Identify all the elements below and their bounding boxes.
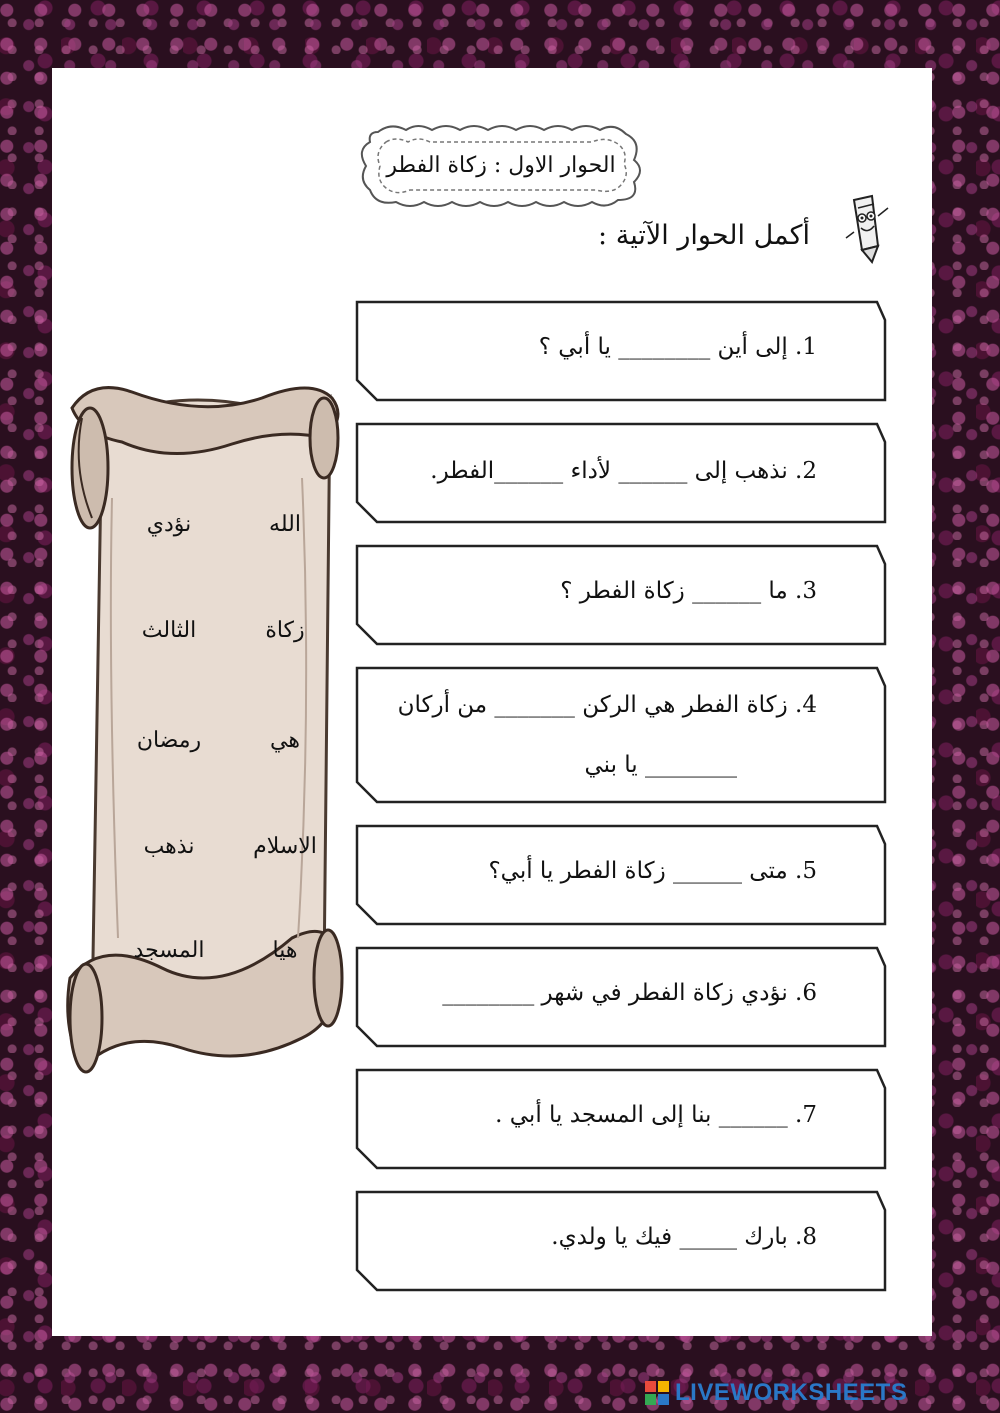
question-text: 7. ______ بنا إلى المسجد يا أبي . [495,1102,817,1128]
question-text: 6. نؤدي زكاة الفطر في شهر ________ [442,980,817,1006]
question-text-line2: ________ يا بني [584,752,737,778]
word-bank-item: الله [269,512,301,537]
word-bank-scroll [62,378,344,1096]
question-text: 4. زكاة الفطر هي الركن _______ من أركان [397,692,817,718]
question-box-3 [355,544,887,646]
question-box-6 [355,946,887,1048]
instruction-text: أكمل الحوار الآتية : [598,220,810,251]
title-banner [356,120,646,210]
word-bank-item: رمضان [136,728,202,753]
question-box-4 [355,666,887,804]
question-text: 2. نذهب إلى ______ لأداء ______الفطر. [430,458,817,484]
word-bank-item: نؤدي [146,512,192,537]
logo-text: LIVEWORKSHEETS [675,1379,908,1406]
question-text: 3. ما ______ زكاة الفطر ؟ [560,578,817,604]
logo-icon [645,1381,669,1405]
question-text: 8. بارك _____ فيك يا ولدي. [551,1224,817,1250]
page-title: الحوار الاول : زكاة الفطر [386,152,616,178]
question-box-1 [355,300,887,402]
pencil-icon [842,192,894,266]
question-text: 5. متى ______ زكاة الفطر يا أبي؟ [488,858,817,884]
liveworksheets-logo [645,1378,907,1408]
word-bank-item: الاسلام [253,834,317,859]
question-box-8 [355,1190,887,1292]
question-text: 1. إلى أين ________ يا أبي ؟ [538,334,817,360]
word-bank-item: هيا [272,938,298,963]
word-bank-item: نذهب [143,834,195,859]
word-bank-item: هي [270,728,300,753]
word-bank-item: المسجد [133,938,205,963]
question-box-5 [355,824,887,926]
question-box-7 [355,1068,887,1170]
question-box-2 [355,422,887,524]
word-bank-item: الثالث [141,618,197,643]
word-bank-item: زكاة [265,618,305,643]
